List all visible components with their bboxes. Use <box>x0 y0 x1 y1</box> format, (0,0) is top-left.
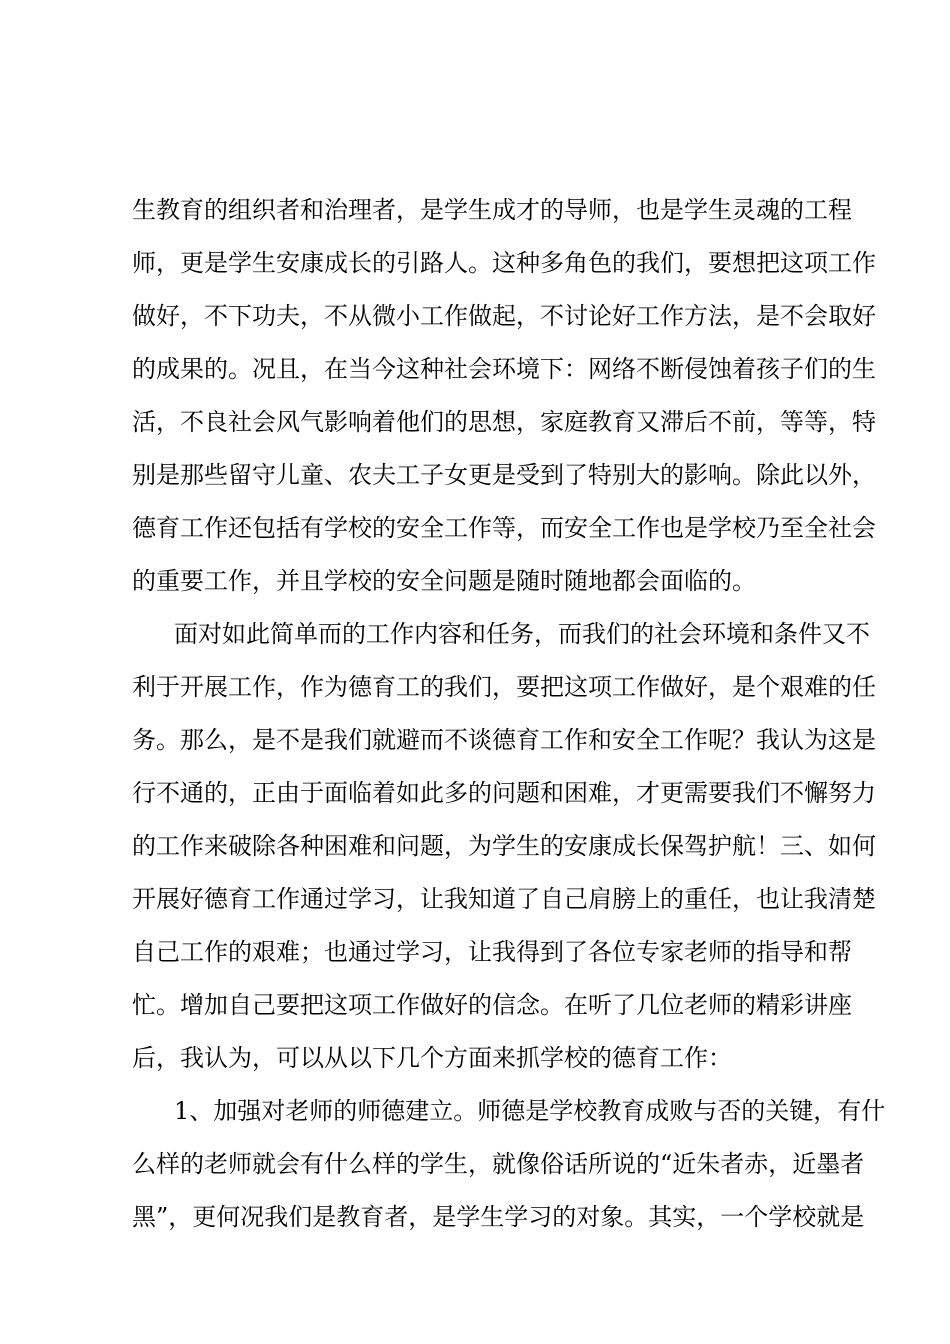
paragraph-line: 的重要工作，并且学校的安全问题是随时随地都会面临的。 <box>132 567 756 595</box>
paragraph-line: 做好，不下功夫，不从微小工作做起，不讨论好工作方法，是不会取好 <box>132 302 876 330</box>
paragraph-line: 的工作来破除各种困难和问题，为学生的安康成长保驾护航！三、如何 <box>132 832 876 860</box>
paragraph-line: 面对如此简单而的工作内容和任务，而我们的社会环境和条件又不 <box>174 620 870 648</box>
paragraph-line: 自己工作的艰难；也通过学习，让我得到了各位专家老师的指导和帮 <box>132 938 852 966</box>
paragraph-line: 别是那些留守儿童、农夫工子女更是受到了特别大的影响。除此以外， <box>132 461 876 489</box>
paragraph-line: 行不通的，正由于面临着如此多的问题和困难，才更需要我们不懈努力 <box>132 779 876 807</box>
paragraph-line: 么样的老师就会有什么样的学生，就像俗话所说的“近朱者赤，近墨者 <box>132 1150 865 1178</box>
paragraph-2 <box>132 608 876 1085</box>
paragraph-line: 开展好德育工作通过学习，让我知道了自己肩膀上的重任，也让我清楚 <box>132 885 876 913</box>
paragraph-1 <box>132 184 876 608</box>
paragraph-line: 德育工作还包括有学校的安全工作等，而安全工作也是学校乃至全社会 <box>132 514 876 542</box>
paragraph-line: 师，更是学生安康成长的引路人。这种多角色的我们，要想把这项工作 <box>132 249 876 277</box>
paragraph-3 <box>132 1085 886 1244</box>
paragraph-line: 后，我认为，可以从以下几个方面来抓学校的德育工作： <box>132 1044 732 1072</box>
paragraph-line: 忙。增加自己要把这项工作做好的信念。在听了几位老师的精彩讲座 <box>132 991 852 1019</box>
paragraph-line: 的成果的。况且，在当今这种社会环境下：网络不断侵蚀着孩子们的生 <box>132 355 876 383</box>
document-body <box>132 184 886 1244</box>
paragraph-line: 1、加强对老师的师德建立。师德是学校教育成败与否的关键，有什 <box>174 1097 886 1125</box>
paragraph-line: 黑”，更何况我们是教育者，是学生学习的对象。其实，一个学校就是 <box>132 1203 865 1231</box>
paragraph-line: 利于开展工作，作为德育工的我们，要把这项工作做好，是个艰难的任 <box>132 673 876 701</box>
paragraph-line: 活，不良社会风气影响着他们的思想，家庭教育又滞后不前，等等，特 <box>132 408 876 436</box>
paragraph-line: 生教育的组织者和治理者，是学生成才的导师，也是学生灵魂的工程 <box>132 196 852 224</box>
paragraph-line: 务。那么，是不是我们就避而不谈德育工作和安全工作呢？我认为这是 <box>132 726 876 754</box>
